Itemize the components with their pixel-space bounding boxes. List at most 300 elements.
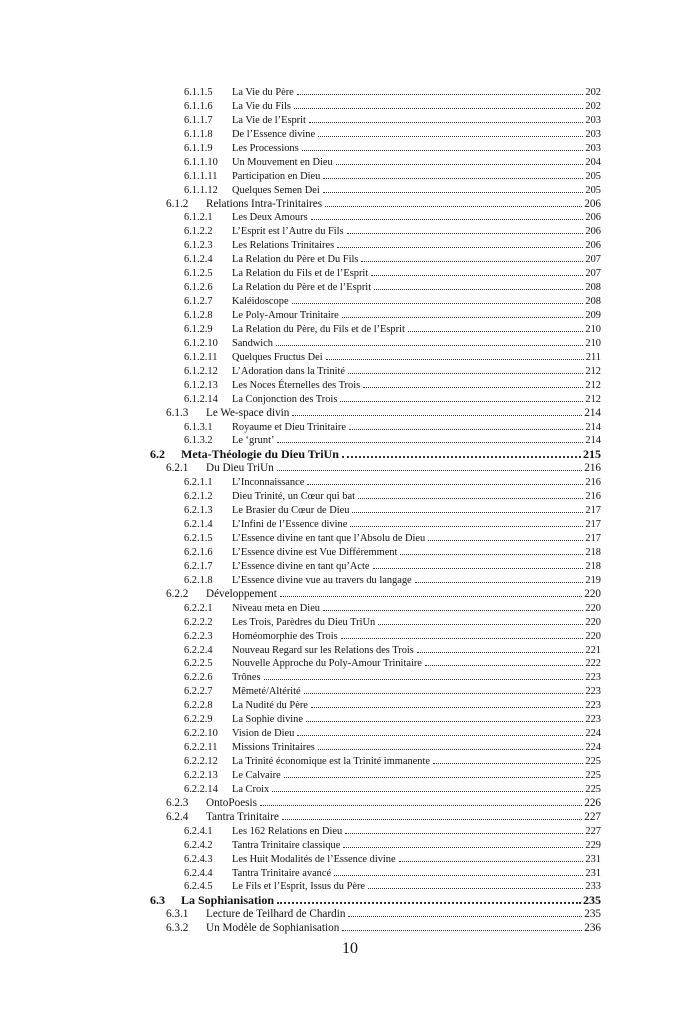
toc-entry-page: 206: [585, 226, 601, 238]
toc-entry-title: Tantra Trinitaire avancé: [232, 867, 332, 879]
toc-dot-leader: [343, 847, 583, 848]
toc-entry-title: Participation en Dieu: [232, 170, 321, 182]
toc-entry-page: 206: [585, 212, 601, 224]
toc-entry-number: 6.1.2.4: [184, 254, 213, 266]
toc-entry-page: 223: [585, 686, 601, 698]
toc-dot-leader: [341, 638, 584, 639]
toc-entry: [150, 699, 601, 713]
toc-entry-number: 6.2.1: [166, 462, 189, 475]
toc-dot-leader: [334, 875, 583, 876]
toc-entry-title: La Sophianisation: [181, 893, 275, 908]
toc-entry-number: 6.2.1.5: [184, 533, 213, 544]
toc-entry-number: 6.2.2.3: [184, 630, 213, 642]
toc-entry: [150, 379, 601, 393]
toc-entry: [150, 671, 601, 685]
toc-entry-page: 233: [585, 881, 601, 893]
toc-entry-page: 214: [584, 406, 601, 419]
toc-entry-title: Relations Intra-Trinitaires: [206, 197, 323, 210]
toc-entry: [150, 532, 601, 546]
toc-dot-leader: [297, 94, 584, 95]
toc-entry-page: 209: [585, 310, 601, 321]
toc-entry-number: 6.2.2.9: [184, 714, 213, 726]
toc-dot-leader: [374, 289, 583, 290]
toc-entry-page: 231: [585, 853, 601, 865]
toc-entry-number: 6.1.2: [166, 197, 189, 210]
toc-entry: [150, 156, 601, 170]
toc-entry: [150, 351, 601, 365]
toc-entry: [150, 894, 601, 908]
toc-entry-page: 202: [585, 100, 601, 112]
toc-entry-number: 6.1.3: [166, 406, 189, 419]
toc-entry-page: 220: [585, 602, 601, 614]
toc-entry-page: 217: [585, 533, 601, 544]
toc-entry-number: 6.2.4: [166, 810, 189, 823]
toc-entry: [150, 713, 601, 727]
toc-entry-number: 6.1.2.13: [184, 379, 218, 391]
toc-dot-leader: [277, 902, 581, 904]
toc-entry-title: Tantra Trinitaire classique: [232, 839, 341, 851]
toc-entry-title: Sandwich: [232, 337, 273, 349]
toc-entry: [150, 421, 601, 435]
toc-entry-page: 207: [585, 268, 601, 280]
toc-entry-page: 226: [584, 796, 601, 809]
toc-entry-title: Un Modèle de Sophianisation: [206, 922, 340, 935]
toc-dot-leader: [302, 150, 584, 151]
toc-dot-leader: [325, 206, 582, 207]
toc-entry: [150, 309, 601, 323]
toc-entry-number: 6.1.1.12: [184, 184, 218, 196]
toc-entry-page: 218: [585, 546, 601, 558]
toc-entry-page: 236: [584, 922, 601, 935]
toc-entry-title: L’Essence divine en tant que l’Absolu de Dieu: [232, 533, 426, 544]
toc-entry-title: La Vie de l’Esprit: [232, 114, 306, 126]
toc-entry-page: 214: [585, 435, 601, 447]
toc-dot-leader: [282, 819, 582, 820]
toc-entry-page: 203: [585, 142, 601, 154]
toc-dot-leader: [425, 665, 584, 666]
toc-entry-page: 223: [585, 672, 601, 684]
toc-entry-number: 6.1.2.11: [184, 351, 218, 363]
toc-entry-title: Missions Trinitaires: [232, 742, 315, 754]
toc-entry: [150, 811, 601, 825]
toc-entry-title: La Sophie divine: [232, 714, 303, 726]
toc-entry-number: 6.1.2.12: [184, 365, 218, 377]
toc-entry: [150, 267, 601, 281]
toc-entry: [150, 727, 601, 741]
toc-dot-leader: [428, 540, 583, 541]
toc-entry-number: 6.2.2.5: [184, 658, 213, 670]
toc-entry-page: 235: [583, 893, 601, 908]
toc-entry: [150, 644, 601, 658]
toc-entry: [150, 253, 601, 267]
toc-entry-page: 225: [585, 756, 601, 767]
toc-entry-title: Les 162 Relations en Dieu: [232, 825, 343, 837]
toc-dot-leader: [284, 777, 584, 778]
toc-dot-leader: [264, 679, 584, 680]
toc-dot-leader: [345, 833, 583, 834]
toc-entry-number: 6.2.3: [166, 796, 189, 809]
toc-entry-title: L’Essence divine vue au travers du langage: [232, 574, 412, 586]
toc-entry-title: Développement: [206, 587, 277, 600]
toc-entry-title: Quelques Semen Dei: [232, 184, 320, 196]
toc-dot-leader: [342, 456, 581, 458]
toc-entry-page: 212: [585, 365, 601, 377]
toc-entry-number: 6.2.1.8: [184, 574, 213, 586]
toc-entry-title: Mêmeté/Altérité: [232, 686, 301, 698]
toc-entry-page: 216: [585, 477, 601, 489]
toc-dot-leader: [400, 554, 583, 555]
toc-entry-number: 6.2.2.2: [184, 616, 213, 628]
toc-entry-title: Les Noces Éternelles des Trois: [232, 379, 361, 391]
toc-entry-page: 220: [584, 587, 601, 600]
toc-dot-leader: [399, 861, 584, 862]
toc-dot-leader: [260, 805, 582, 806]
toc-dot-leader: [358, 498, 583, 499]
toc-entry-number: 6.1.1.6: [184, 100, 213, 112]
toc-dot-leader: [347, 233, 584, 234]
toc-entry: [150, 783, 601, 797]
toc-entry-title: Dieu Trinité, un Cœur qui bat: [232, 491, 355, 503]
toc-entry-title: Un Mouvement en Dieu: [232, 156, 333, 168]
toc-entry-page: 220: [585, 616, 601, 628]
toc-dot-leader: [280, 596, 582, 597]
toc-entry-page: 222: [585, 658, 601, 670]
toc-entry: [150, 825, 601, 839]
toc-entry-title: Les Huit Modalités de l’Essence divine: [232, 853, 396, 865]
toc-dot-leader: [368, 888, 583, 889]
toc-entry-title: L’Essence divine est Vue Différemment: [232, 546, 398, 558]
toc-entry-title: L’Infini de l’Essence divine: [232, 519, 348, 531]
toc-entry-title: La Croix: [232, 783, 270, 795]
toc-entry: [150, 239, 601, 253]
toc-entry: [150, 211, 601, 225]
toc-entry-number: 6.2.4.1: [184, 825, 213, 837]
toc-entry: [150, 741, 601, 755]
toc-dot-leader: [337, 247, 583, 248]
toc-entry: [150, 170, 601, 184]
toc-entry-title: Meta-Théologie du Dieu TriUn: [181, 447, 339, 462]
toc-entry-number: 6.2.2.1: [184, 602, 213, 614]
toc-entry-number: 6.3: [150, 893, 165, 908]
toc-entry: [150, 922, 601, 936]
page-number: 10: [342, 940, 358, 957]
toc-entry-page: 212: [585, 393, 601, 405]
toc-entry-page: 223: [585, 714, 601, 726]
toc-dot-leader: [311, 707, 584, 708]
table-of-contents: [150, 86, 601, 936]
toc-dot-leader: [342, 317, 584, 318]
toc-entry-number: 6.1.1.5: [184, 87, 213, 98]
toc-entry-number: 6.2.4.4: [184, 867, 213, 879]
toc-entry-page: 203: [585, 128, 601, 140]
toc-entry-page: 205: [585, 170, 601, 182]
toc-entry: [150, 198, 601, 212]
toc-dot-leader: [323, 610, 583, 611]
toc-entry: [150, 769, 601, 783]
toc-entry-number: 6.2.2.11: [184, 742, 218, 754]
toc-entry: [150, 128, 601, 142]
toc-dot-leader: [292, 303, 584, 304]
toc-dot-leader: [318, 749, 584, 750]
toc-entry-title: Vision de Dieu: [232, 728, 295, 740]
toc-dot-leader: [297, 735, 583, 736]
toc-entry-number: 6.1.2.5: [184, 268, 213, 280]
toc-entry-page: 217: [585, 519, 601, 531]
toc-dot-leader: [336, 164, 584, 165]
toc-entry: [150, 630, 601, 644]
toc-entry-page: 218: [585, 560, 601, 572]
toc-entry: [150, 295, 601, 309]
toc-entry-number: 6.2.2.4: [184, 644, 213, 656]
toc-entry-title: Quelques Fructus Dei: [232, 351, 323, 363]
toc-entry-number: 6.2.1.4: [184, 519, 213, 531]
toc-entry-page: 227: [585, 825, 601, 837]
toc-dot-leader: [304, 693, 584, 694]
toc-dot-leader: [323, 192, 584, 193]
toc-entry-page: 206: [585, 240, 601, 252]
toc-dot-leader: [348, 916, 582, 917]
toc-entry: [150, 908, 601, 922]
toc-entry-number: 6.1.1.9: [184, 142, 213, 154]
toc-entry-page: 225: [585, 783, 601, 795]
toc-entry-number: 6.1.1.7: [184, 114, 213, 126]
toc-entry-title: Homéomorphie des Trois: [232, 630, 338, 642]
toc-dot-leader: [292, 415, 582, 416]
toc-entry: [150, 407, 601, 421]
toc-dot-leader: [348, 373, 583, 374]
toc-entry-page: 221: [585, 644, 601, 656]
toc-entry-number: 6.2.2.7: [184, 686, 213, 698]
toc-entry-number: 6.1.2.6: [184, 282, 213, 294]
toc-entry: [150, 448, 601, 462]
toc-entry-title: Nouveau Regard sur les Relations des Trois: [232, 644, 414, 656]
toc-entry-page: 223: [585, 700, 601, 712]
toc-entry: [150, 100, 601, 114]
toc-entry: [150, 685, 601, 699]
toc-dot-leader: [309, 122, 583, 123]
toc-entry: [150, 560, 601, 574]
toc-entry-title: L’Adoration dans la Trinité: [232, 365, 346, 377]
toc-dot-leader: [408, 331, 584, 332]
toc-entry-title: De l’Essence divine: [232, 128, 316, 140]
toc-entry-title: Trônes: [232, 672, 261, 684]
toc-entry-number: 6.1.1.8: [184, 128, 213, 140]
toc-entry-title: La Vie du Fils: [232, 100, 291, 112]
toc-entry-title: OntoPoesis: [206, 796, 257, 809]
toc-entry-number: 6.1.2.1: [184, 212, 213, 224]
toc-entry: [150, 476, 601, 490]
toc-entry-number: 6.1.2.2: [184, 226, 213, 238]
toc-dot-leader: [307, 484, 583, 485]
toc-entry: [150, 225, 601, 239]
toc-entry: [150, 518, 601, 532]
toc-entry-number: 6.1.2.10: [184, 337, 218, 349]
toc-dot-leader: [326, 359, 584, 360]
toc-entry-page: 219: [585, 574, 601, 586]
toc-dot-leader: [311, 219, 584, 220]
toc-dot-leader: [373, 568, 584, 569]
toc-entry-page: 202: [585, 87, 601, 98]
toc-entry-number: 6.2.2.6: [184, 672, 213, 684]
toc-entry: [150, 114, 601, 128]
toc-entry: [150, 755, 601, 769]
toc-entry: [150, 657, 601, 671]
toc-entry-number: 6.1.2.14: [184, 393, 218, 405]
toc-entry: [150, 323, 601, 337]
toc-entry-page: 220: [585, 630, 601, 642]
toc-entry-title: La Conjonction des Trois: [232, 393, 338, 405]
toc-entry-number: 6.2.2.13: [184, 769, 218, 781]
toc-dot-leader: [352, 512, 583, 513]
toc-entry-number: 6.2.1.2: [184, 491, 213, 503]
toc-dot-leader: [371, 275, 583, 276]
toc-entry-number: 6.1.1.11: [184, 170, 218, 182]
toc-entry-page: 216: [585, 491, 601, 503]
toc-entry-number: 6.2.2.12: [184, 756, 218, 767]
toc-dot-leader: [415, 582, 584, 583]
toc-entry: [150, 365, 601, 379]
toc-entry-page: 216: [584, 462, 601, 475]
toc-entry-title: L’Esprit est l’Autre du Fils: [232, 226, 344, 238]
toc-entry-number: 6.1.1.10: [184, 156, 218, 168]
toc-entry-page: 212: [585, 379, 601, 391]
toc-entry: [150, 86, 601, 100]
toc-entry-title: Royaume et Dieu Trinitaire: [232, 421, 346, 433]
toc-entry-title: Les Relations Trinitaires: [232, 240, 335, 252]
toc-entry-page: 208: [585, 282, 601, 294]
toc-entry: [150, 867, 601, 881]
toc-entry-number: 6.2.1.1: [184, 477, 213, 489]
toc-dot-leader: [342, 930, 582, 931]
toc-dot-leader: [277, 470, 582, 471]
toc-entry-page: 229: [585, 839, 601, 851]
toc-entry-title: L’Essence divine en tant qu’Acte: [232, 560, 370, 572]
toc-entry-number: 6.2.2.10: [184, 728, 218, 740]
toc-dot-leader: [294, 108, 583, 109]
toc-entry-page: 207: [585, 254, 601, 266]
toc-dot-leader: [378, 624, 583, 625]
toc-entry-title: La Nudité du Père: [232, 700, 308, 712]
toc-entry-number: 6.2.4.5: [184, 881, 213, 893]
toc-entry-number: 6.1.2.9: [184, 323, 213, 335]
toc-dot-leader: [323, 178, 583, 179]
toc-entry-page: 205: [585, 184, 601, 196]
toc-entry-number: 6.2.4.3: [184, 853, 213, 865]
toc-entry-number: 6.2.1.6: [184, 546, 213, 558]
toc-dot-leader: [361, 261, 583, 262]
toc-entry-title: L’Inconnaissance: [232, 477, 305, 489]
toc-entry-title: Tantra Trinitaire: [206, 810, 279, 823]
toc-entry-title: La Vie du Père: [232, 87, 294, 98]
toc-entry-title: La Relation du Père, du Fils et de l’Esprit: [232, 323, 405, 335]
toc-entry-page: 214: [585, 421, 601, 433]
toc-entry-number: 6.1.3.2: [184, 435, 213, 447]
toc-entry-number: 6.1.2.8: [184, 310, 213, 321]
toc-entry-page: 206: [584, 197, 601, 210]
toc-entry: [150, 490, 601, 504]
toc-entry-title: Le We-space divin: [206, 406, 290, 419]
toc-entry: [150, 184, 601, 198]
toc-dot-leader: [277, 442, 583, 443]
toc-entry-number: 6.2.1.3: [184, 505, 213, 517]
toc-entry-page: 224: [585, 728, 601, 740]
toc-dot-leader: [363, 387, 583, 388]
toc-entry-page: 224: [585, 742, 601, 754]
toc-entry-number: 6.2.2.14: [184, 783, 218, 795]
toc-entry-title: Le Poly-Amour Trinitaire: [232, 310, 339, 321]
toc-entry: [150, 797, 601, 811]
toc-entry: [150, 588, 601, 602]
toc-entry-page: 235: [584, 908, 601, 921]
toc-entry-page: 217: [585, 505, 601, 517]
toc-entry-number: 6.2.2.8: [184, 700, 213, 712]
toc-entry-number: 6.2.4.2: [184, 839, 213, 851]
toc-entry-page: 211: [585, 351, 601, 363]
toc-entry-page: 215: [583, 447, 601, 462]
toc-entry-title: Les Processions: [232, 142, 299, 154]
toc-entry-page: 225: [585, 769, 601, 781]
toc-dot-leader: [340, 401, 583, 402]
toc-entry-title: Du Dieu TriUn: [206, 462, 274, 475]
toc-entry: [150, 546, 601, 560]
toc-entry-title: Niveau meta en Dieu: [232, 602, 320, 614]
toc-entry-title: La Relation du Père et de l’Esprit: [232, 282, 372, 294]
toc-entry: [150, 504, 601, 518]
toc-entry-page: 208: [585, 296, 601, 308]
toc-entry-page: 227: [584, 810, 601, 823]
toc-entry-page: 203: [585, 114, 601, 126]
toc-entry: [150, 574, 601, 588]
toc-entry: [150, 853, 601, 867]
toc-entry: [150, 434, 601, 448]
toc-entry-title: Lecture de Teilhard de Chardin: [206, 908, 346, 921]
toc-entry-number: 6.2: [150, 447, 165, 462]
toc-entry-title: Le Brasier du Cœur de Dieu: [232, 505, 350, 517]
toc-entry-number: 6.3.1: [166, 908, 189, 921]
toc-entry: [150, 393, 601, 407]
toc-entry-number: 6.1.2.7: [184, 296, 213, 308]
toc-entry: [150, 839, 601, 853]
toc-entry-page: 231: [585, 867, 601, 879]
toc-entry-title: La Relation du Fils et de l’Esprit: [232, 268, 369, 280]
toc-entry-page: 204: [585, 156, 601, 168]
toc-entry-number: 6.2.1.7: [184, 560, 213, 572]
toc-entry-number: 6.1.3.1: [184, 421, 213, 433]
toc-entry-number: 6.1.2.3: [184, 240, 213, 252]
toc-entry-title: La Relation du Père et Du Fils: [232, 254, 359, 266]
toc-dot-leader: [306, 721, 583, 722]
toc-entry-page: 210: [585, 323, 601, 335]
toc-entry: [150, 602, 601, 616]
toc-dot-leader: [417, 652, 584, 653]
toc-entry: [150, 880, 601, 894]
toc-dot-leader: [318, 136, 583, 137]
toc-entry: [150, 462, 601, 476]
toc-entry-title: Le ‘grunt’: [232, 435, 275, 447]
toc-entry: [150, 281, 601, 295]
toc-dot-leader: [276, 345, 583, 346]
toc-entry-title: Kaléidoscope: [232, 296, 289, 308]
toc-entry-title: Le Calvaire: [232, 769, 281, 781]
toc-entry-title: La Trinité économique est la Trinité immanente: [232, 756, 430, 767]
toc-entry-number: 6.3.2: [166, 922, 189, 935]
toc-entry-number: 6.2.2: [166, 587, 189, 600]
toc-entry: [150, 142, 601, 156]
toc-entry-title: Le Fils et l’Esprit, Issus du Père: [232, 881, 366, 893]
toc-entry-title: Les Trois, Parèdres du Dieu TriUn: [232, 616, 376, 628]
toc-entry: [150, 616, 601, 630]
toc-dot-leader: [272, 791, 583, 792]
